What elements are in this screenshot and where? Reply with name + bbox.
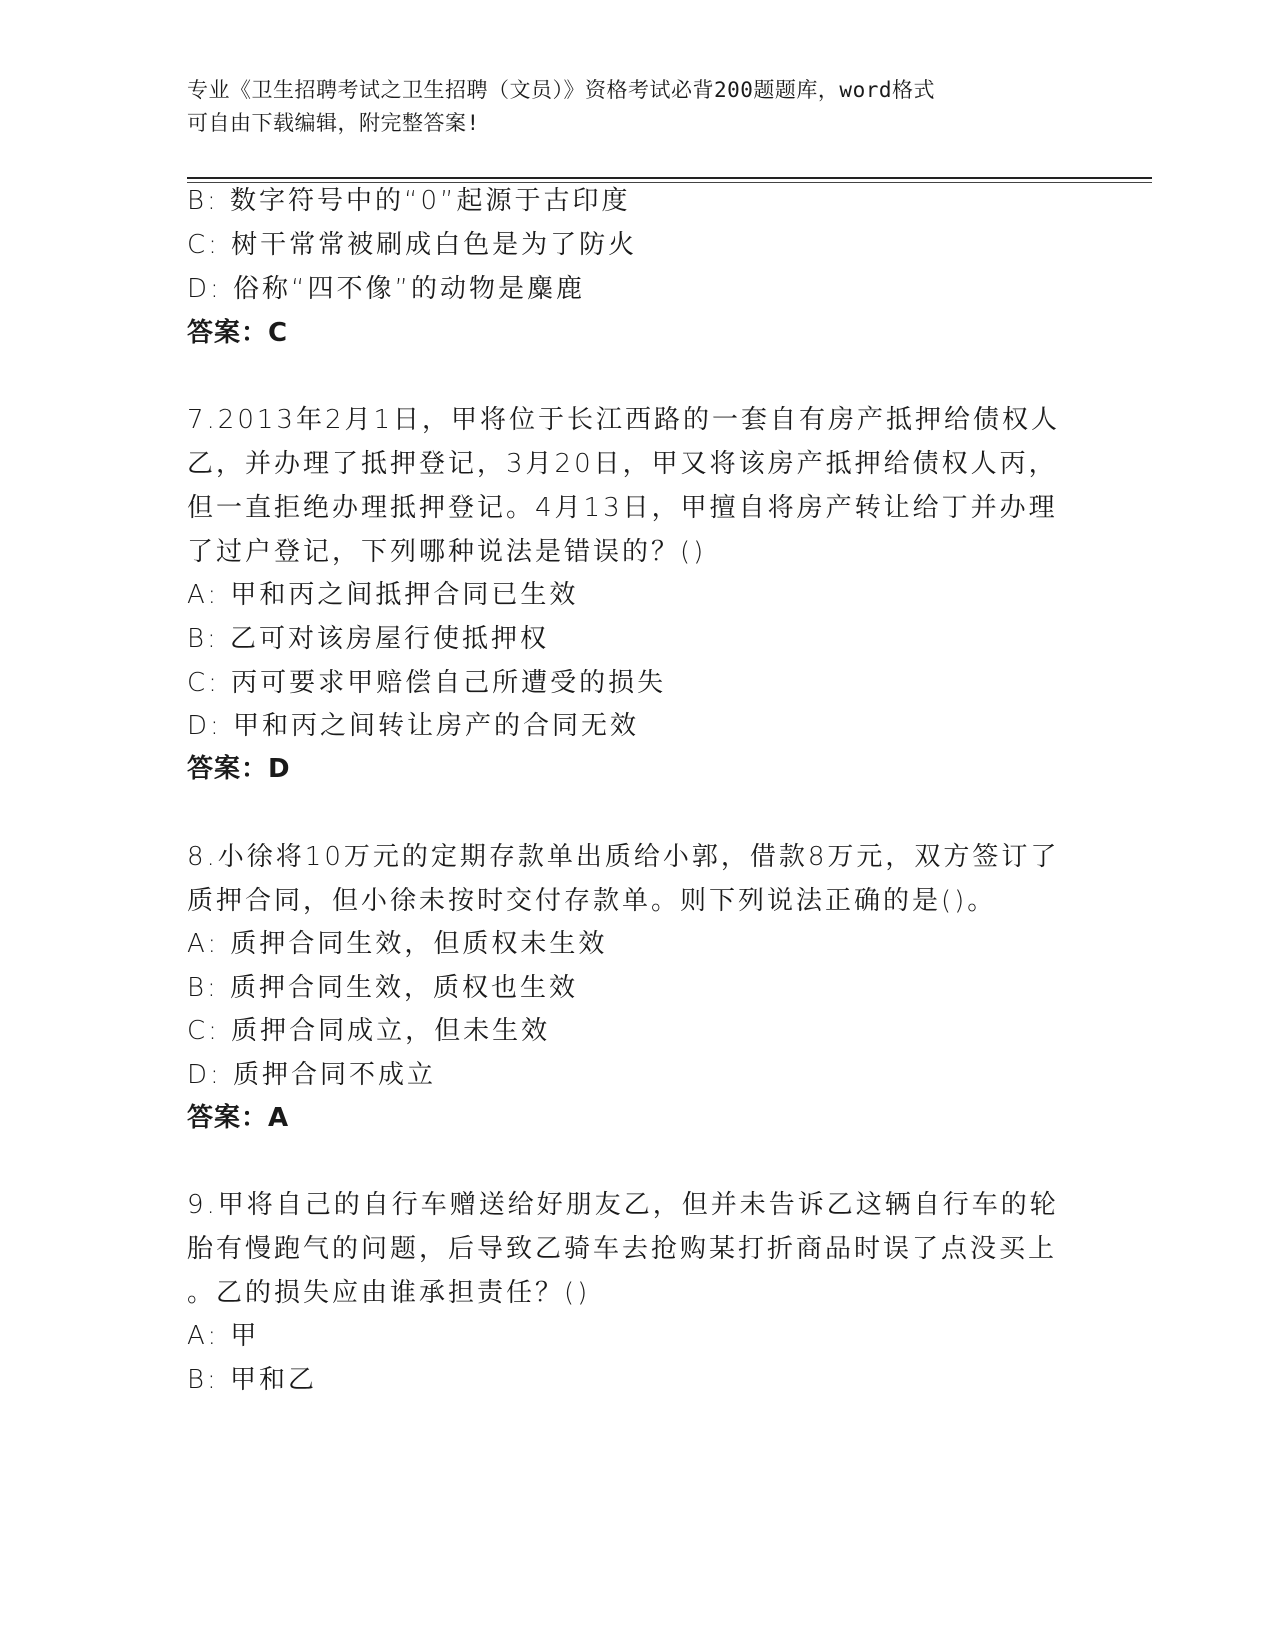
q7-stem-line-3: 但一直拒绝办理抵押登记。4月13日，甲擅自将房产转让给丁并办理 (187, 493, 1058, 523)
q7-answer: 答案：D (187, 754, 291, 784)
q7-option-d: D: 甲和丙之间转让房产的合同无效 (187, 711, 640, 741)
q9-option-a: A: 甲 (187, 1321, 260, 1351)
q8-option-d: D: 质押合同不成立 (187, 1060, 437, 1090)
q8-option-b: B: 质押合同生效，质权也生效 (187, 973, 579, 1003)
q8-option-c: C: 质押合同成立，但未生效 (187, 1016, 551, 1046)
q6-option-d: D: 俗称“四不像”的动物是麋鹿 (187, 274, 585, 304)
q9-option-b: B: 甲和乙 (187, 1365, 318, 1395)
q9-stem-line-1: 9.甲将自己的自行车赠送给好朋友乙，但并未告诉乙这辆自行车的轮 (187, 1190, 1059, 1220)
q8-stem-line-2: 质押合同，但小徐未按时交付存款单。则下列说法正确的是()。 (187, 886, 997, 916)
header-line-2: 可自由下载编辑，附完整答案! (187, 111, 480, 135)
q7-stem-line-2: 乙，并办理了抵押登记，3月20日，甲又将该房产抵押给债权人丙， (187, 449, 1058, 479)
q9-stem-line-2: 胎有慢跑气的问题，后导致乙骑车去抢购某打折商品时误了点没买上 (187, 1234, 1058, 1264)
q7-option-c: C: 丙可要求甲赔偿自己所遭受的损失 (187, 668, 667, 698)
header-divider-thin (187, 182, 1152, 183)
header-divider-thick (187, 177, 1152, 179)
q8-answer: 答案：A (187, 1103, 290, 1133)
q7-option-a: A: 甲和丙之间抵押合同已生效 (187, 580, 579, 610)
q7-stem-line-4: 了过户登记，下列哪种说法是错误的？() (187, 537, 707, 567)
document-header (187, 74, 1087, 140)
header-line-1: 专业《卫生招聘考试之卫生招聘（文员）》资格考试必背200题题库，word格式 (187, 78, 935, 102)
q8-option-a: A: 质押合同生效，但质权未生效 (187, 929, 608, 959)
q9-stem-line-3: 。乙的损失应由谁承担责任？() (187, 1278, 591, 1308)
q6-answer: 答案：C (187, 318, 289, 348)
q7-stem-line-1: 7.2013年2月1日，甲将位于长江西路的一套自有房产抵押给债权人 (187, 405, 1061, 435)
q6-option-b: B: 数字符号中的“0”起源于古印度 (187, 186, 631, 216)
q6-option-c: C: 树干常常被刷成白色是为了防火 (187, 230, 638, 260)
q7-option-b: B: 乙可对该房屋行使抵押权 (187, 624, 550, 654)
q8-stem-line-1: 8.小徐将10万元的定期存款单出质给小郭，借款8万元，双方签订了 (187, 842, 1060, 872)
